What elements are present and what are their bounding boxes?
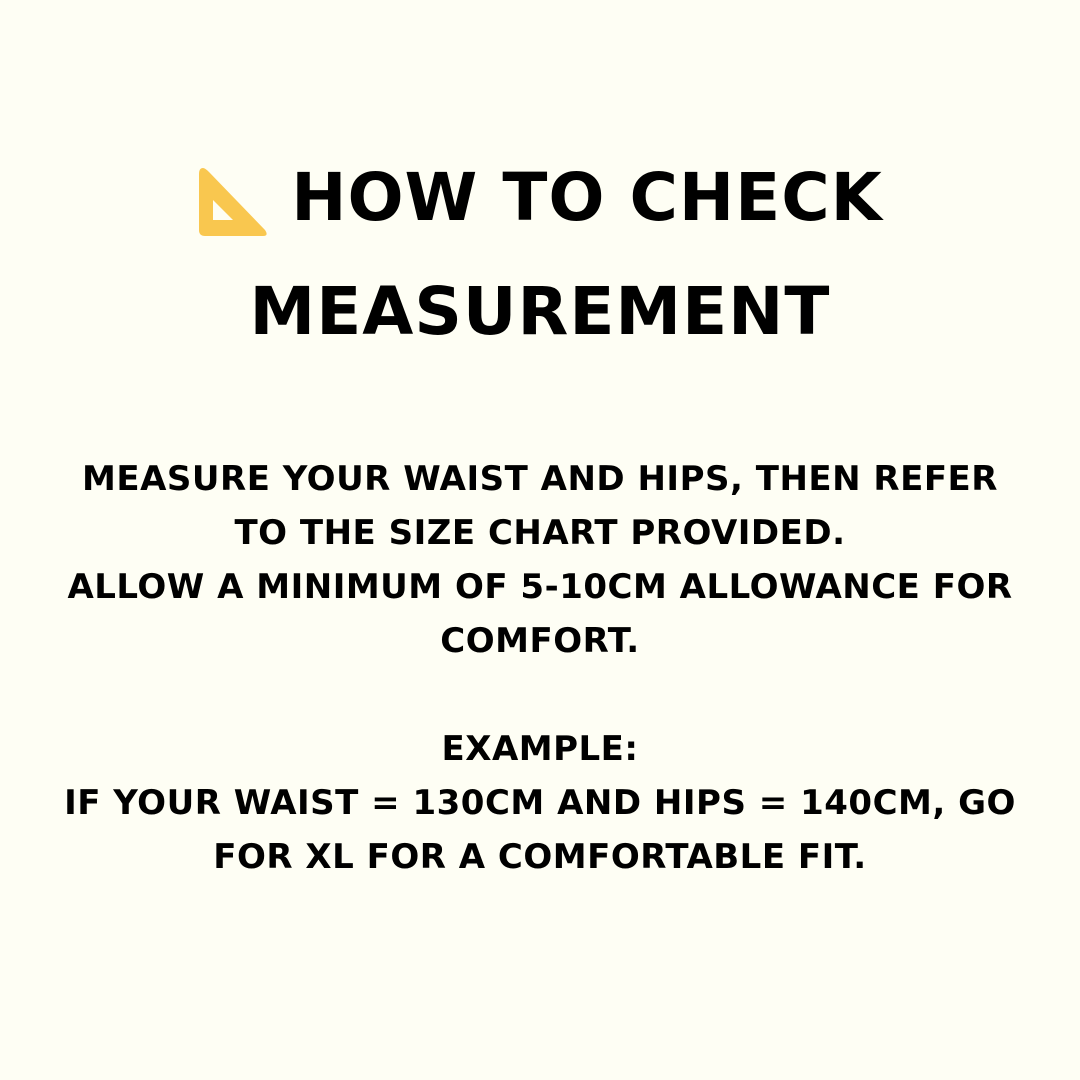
page-title-line1: HOW TO CHECK — [291, 159, 883, 236]
example-line-2: FOR XL FOR A COMFORTABLE FIT. — [213, 837, 867, 877]
title-line-1 — [0, 150, 1080, 264]
triangular-ruler-icon — [197, 164, 271, 238]
title-block — [0, 150, 1080, 360]
instruction-line-4: COMFORT. — [440, 621, 640, 661]
instruction-line-1: MEASURE YOUR WAIST AND HIPS, THEN REFER — [82, 459, 998, 499]
spacer — [40, 668, 1040, 722]
example-line-1: IF YOUR WAIST = 130CM AND HIPS = 140CM, GO — [64, 783, 1016, 823]
example-heading: EXAMPLE: — [441, 729, 639, 769]
instruction-line-3: ALLOW A MINIMUM OF 5-10CM ALLOWANCE FOR — [67, 567, 1013, 607]
page-title-line2: MEASUREMENT — [249, 273, 831, 350]
instructions-block — [40, 452, 1040, 884]
instruction-line-2: TO THE SIZE CHART PROVIDED. — [234, 513, 846, 553]
